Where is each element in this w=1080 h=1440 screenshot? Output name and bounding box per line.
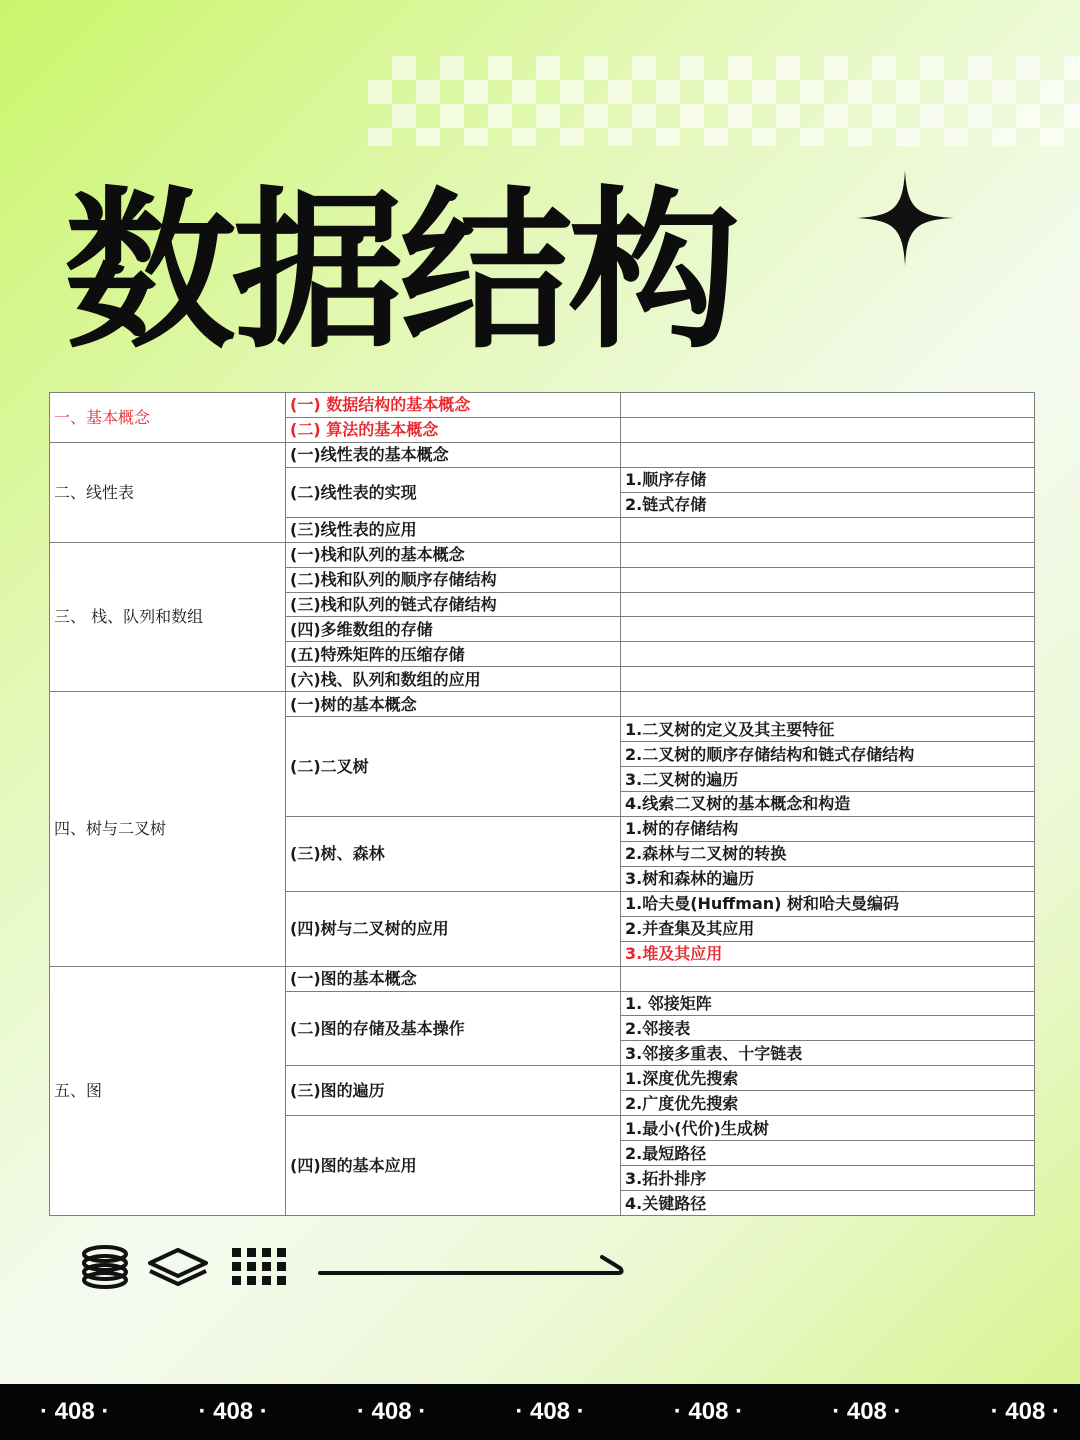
topic-cell: 1.树的存储结构 (621, 816, 1035, 841)
outline-row (50, 692, 1035, 717)
topic-cell (621, 692, 1035, 717)
footer-label: · 408 · (673, 1398, 744, 1425)
outline-row (50, 542, 1035, 567)
section-cell: (四)多维数组的存储 (286, 617, 621, 642)
chapter-cell: 五、图 (50, 966, 286, 1215)
section-cell: (三)树、森林 (286, 816, 621, 891)
dot-grid-icon (230, 1244, 292, 1290)
footer-label: · 408 · (198, 1398, 268, 1425)
topic-cell (621, 417, 1035, 442)
topic-cell (621, 667, 1035, 692)
section-cell: (二)图的存储及基本操作 (286, 991, 621, 1066)
section-cell: (二) 算法的基本概念 (286, 417, 621, 442)
section-cell: (一) 数据结构的基本概念 (286, 393, 621, 418)
topic-cell (621, 592, 1035, 617)
outline-row (50, 966, 1035, 991)
section-cell: (二)线性表的实现 (286, 467, 621, 517)
decorative-line (318, 1254, 626, 1278)
topic-cell: 4.关键路径 (621, 1191, 1035, 1216)
topic-cell: 2.森林与二叉树的转换 (621, 841, 1035, 866)
topic-cell: 1.最小(代价)生成树 (621, 1116, 1035, 1141)
chapter-cell: 四、树与二叉树 (50, 692, 286, 966)
section-cell: (四)图的基本应用 (286, 1116, 621, 1216)
section-cell: (一)线性表的基本概念 (286, 442, 621, 467)
footer-label: · 408 · (990, 1398, 1060, 1425)
topic-cell: 1. 邻接矩阵 (621, 991, 1035, 1016)
checker-pattern (368, 56, 1080, 146)
section-cell: (五)特殊矩阵的压缩存储 (286, 642, 621, 667)
topic-cell: 1.哈夫曼(Huffman) 树和哈夫曼编码 (621, 891, 1035, 916)
topic-cell: 4.线索二叉树的基本概念和构造 (621, 792, 1035, 817)
section-cell: (一)栈和队列的基本概念 (286, 542, 621, 567)
topic-cell (621, 393, 1035, 418)
outline-body (50, 393, 1035, 1216)
topic-cell (621, 567, 1035, 592)
section-cell: (二)二叉树 (286, 717, 621, 817)
chapter-cell: 二、线性表 (50, 442, 286, 542)
footer-label: · 408 · (515, 1398, 585, 1425)
topic-cell: 2.并查集及其应用 (621, 916, 1035, 941)
topic-cell: 3.邻接多重表、十字链表 (621, 1041, 1035, 1066)
topic-cell: 3.树和森林的遍历 (621, 866, 1035, 891)
footer-label: · 408 · (356, 1398, 427, 1425)
section-cell: (一)树的基本概念 (286, 692, 621, 717)
topic-cell (621, 542, 1035, 567)
topic-cell: 2.最短路径 (621, 1141, 1035, 1166)
topic-cell: 3.堆及其应用 (621, 941, 1035, 966)
footer-strip (0, 1384, 1080, 1440)
stacked-rings-icon (80, 1244, 130, 1290)
footer-label: · 408 · (832, 1398, 902, 1425)
topic-cell: 1.二叉树的定义及其主要特征 (621, 717, 1035, 742)
outline-row (50, 442, 1035, 467)
chapter-cell: 三、 栈、队列和数组 (50, 542, 286, 692)
topic-cell: 1.顺序存储 (621, 467, 1035, 492)
section-cell: (六)栈、队列和数组的应用 (286, 667, 621, 692)
topic-cell: 2.邻接表 (621, 1016, 1035, 1041)
topic-cell (621, 642, 1035, 667)
section-cell: (一)图的基本概念 (286, 966, 621, 991)
layers-icon (146, 1244, 210, 1290)
topic-cell (621, 617, 1035, 642)
topic-cell (621, 966, 1035, 991)
section-cell: (三)栈和队列的链式存储结构 (286, 592, 621, 617)
topic-cell: 2.链式存储 (621, 492, 1035, 517)
section-cell: (四)树与二叉树的应用 (286, 891, 621, 966)
footer-label: · 408 · (40, 1398, 110, 1425)
sparkle-icon (856, 170, 954, 266)
topic-cell (621, 442, 1035, 467)
section-cell: (三)图的遍历 (286, 1066, 621, 1116)
topic-cell: 1.深度优先搜索 (621, 1066, 1035, 1091)
topic-cell (621, 517, 1035, 542)
chapter-cell: 一、基本概念 (50, 393, 286, 443)
outline-table (49, 392, 1035, 1216)
page-title: 数据结构 (64, 171, 736, 372)
topic-cell: 2.二叉树的顺序存储结构和链式存储结构 (621, 742, 1035, 767)
topic-cell: 3.拓扑排序 (621, 1166, 1035, 1191)
section-cell: (三)线性表的应用 (286, 517, 621, 542)
topic-cell: 2.广度优先搜索 (621, 1091, 1035, 1116)
section-cell: (二)栈和队列的顺序存储结构 (286, 567, 621, 592)
outline-row (50, 393, 1035, 418)
topic-cell: 3.二叉树的遍历 (621, 767, 1035, 792)
